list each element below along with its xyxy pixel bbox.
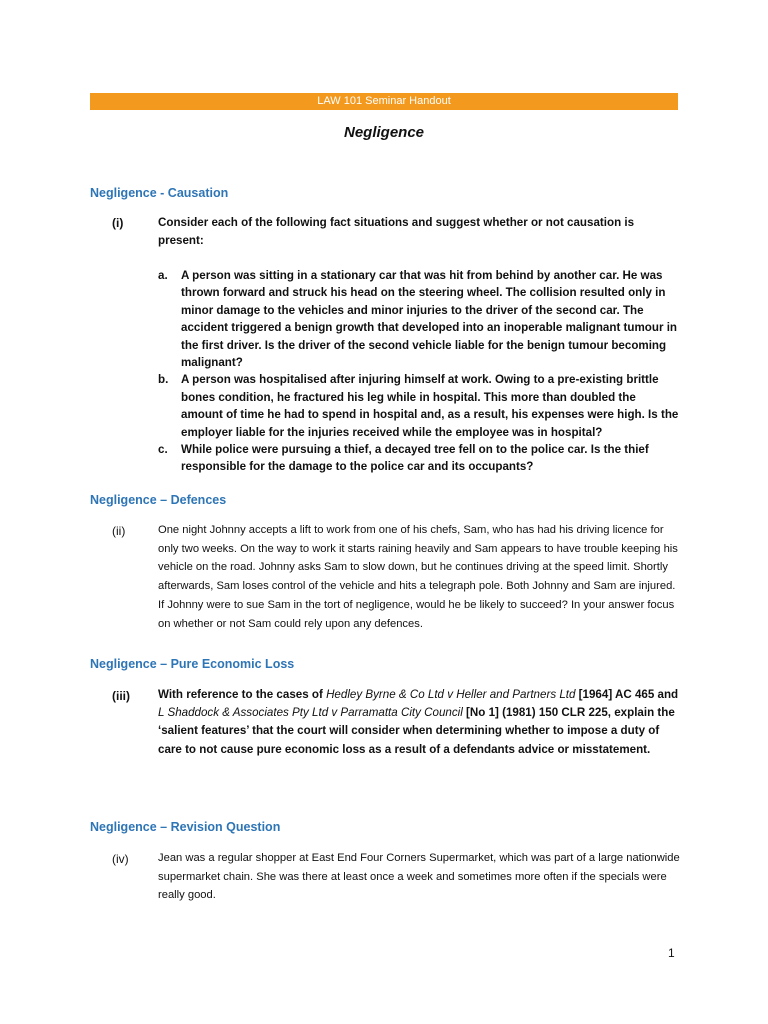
question-number-iv: (iv) bbox=[112, 852, 129, 866]
question-text-iii bbox=[158, 686, 680, 759]
section-heading-defences: Negligence – Defences bbox=[90, 493, 227, 507]
question-text-part: With reference to the cases of bbox=[158, 688, 327, 701]
question-number-iii: (iii) bbox=[112, 689, 130, 703]
list-item bbox=[158, 371, 680, 441]
question-number-i: (i) bbox=[112, 216, 124, 230]
question-text-iv: Jean was a regular shopper at East End Four Corners Supermarket, which was part of a large nationwide supermarket chain. She was there at least once a week and sometimes more often if the specials were really good. bbox=[158, 852, 680, 902]
question-number-ii: (ii) bbox=[112, 524, 126, 538]
page-number: 1 bbox=[668, 946, 675, 960]
list-item-text: A person was hospitalised after injuring himself at work. Owing to a pre-existing brittle bones condition, he fractured his leg while in hospital. This more than doubled the amount of time he had to spend in hospital and, as a result, his expenses were high. Is the employer liable for the injuries received while the employee was in hospital? bbox=[181, 373, 679, 439]
list-item-letter: b. bbox=[158, 373, 169, 387]
list-item-text: A person was sitting in a stationary car that was hit from behind by another car. He was thrown forward and struck his head on the steering wheel. The collision resulted only in minor damage to the vehicles and minor injuries to the driver of the second car. The accident triggered a benign growth that developed into an inoperable malignant tumour in the first driver. Is the driver of the second vehicle liable for the benign tumour becoming malignant? bbox=[181, 269, 677, 370]
question-text-part: [No 1] (1981) 150 CLR 225, explain the ‘salient features’ that the court will consider when determining whether to impose a duty of care to not cause pure economic loss as a result of a defendants advice or misstatement. bbox=[158, 706, 675, 756]
fact-situations-list bbox=[158, 267, 680, 476]
list-item bbox=[158, 441, 680, 476]
section-heading-pure-economic-loss: Negligence – Pure Economic Loss bbox=[90, 657, 295, 671]
section-heading-revision-question: Negligence – Revision Question bbox=[90, 820, 281, 834]
list-item-text: While police were pursuing a thief, a decayed tree fell on to the police car. Is the thief responsible for the damage to the police car and its occupants? bbox=[181, 443, 649, 474]
case-citation-hedley-byrne: Hedley Byrne & Co Ltd v Heller and Partners Ltd bbox=[326, 688, 576, 701]
list-item-letter: c. bbox=[158, 443, 168, 457]
list-item bbox=[158, 267, 680, 371]
case-citation-shaddock: L Shaddock & Associates Pty Ltd v Parramatta City Council bbox=[158, 706, 463, 720]
question-text-ii: One night Johnny accepts a lift to work from one of his chefs, Sam, who has had his driving licence for only two weeks. On the way to work it starts raining heavily and Sam appears to have trouble keeping his vehicle on the road. Johnny asks Sam to slow down, but he continues driving at the speed limit. Shortly afterwards, Sam loses control of the vehicle and hits a telegraph pole. Both Johnny and Sam are injured. If Johnny were to sue Sam in the tort of negligence, would he be likely to succeed? In your answer focus on whether or not Sam could rely upon any defences. bbox=[158, 524, 678, 630]
question-text-part: [1964] AC 465 and bbox=[575, 688, 679, 701]
list-item-letter: a. bbox=[158, 269, 168, 282]
document-title: Negligence bbox=[343, 124, 425, 141]
handout-banner: LAW 101 Seminar Handout bbox=[90, 93, 678, 110]
question-intro-i: Consider each of the following fact situations and suggest whether or not causation is present: bbox=[158, 216, 635, 248]
section-heading-causation: Negligence - Causation bbox=[90, 186, 229, 200]
